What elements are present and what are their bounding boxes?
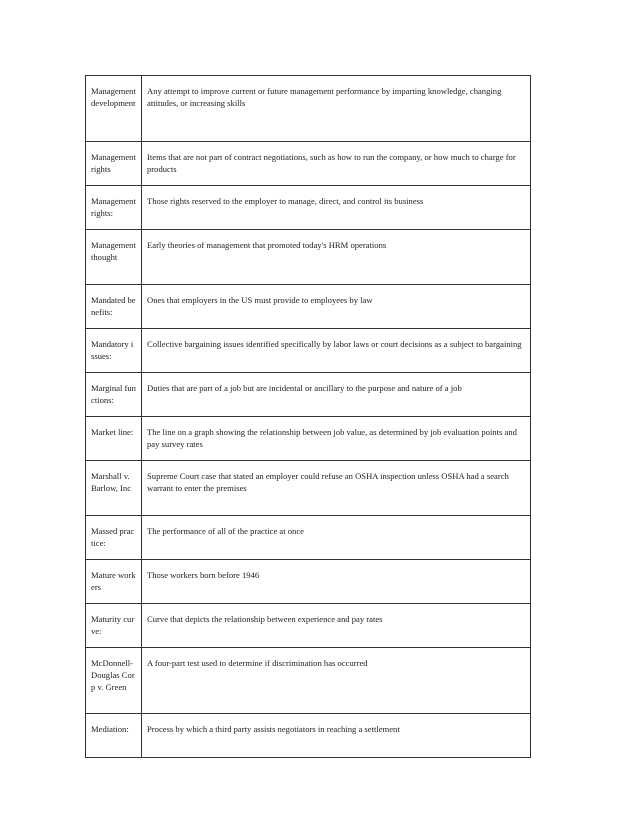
- term-cell: McDonnell-Douglas Corp v. Green: [86, 648, 142, 714]
- definition-cell: Process by which a third party assists negotiators in reaching a settlement: [142, 714, 531, 758]
- glossary-body: [86, 76, 531, 758]
- glossary-row: [86, 329, 531, 373]
- glossary-row: [86, 461, 531, 516]
- term-cell: Mandated benefits:: [86, 285, 142, 329]
- term-cell: Maturity curve:: [86, 604, 142, 648]
- glossary-row: [86, 76, 531, 142]
- definition-cell: Duties that are part of a job but are incidental or ancillary to the purpose and nature of a job: [142, 373, 531, 417]
- definition-cell: The line on a graph showing the relationship between job value, as determined by job evaluation points and pay survey rates: [142, 417, 531, 461]
- glossary-row: [86, 648, 531, 714]
- definition-cell: Collective bargaining issues identified specifically by labor laws or court decisions as a subject to bargaining: [142, 329, 531, 373]
- term-cell: Mature workers: [86, 560, 142, 604]
- term-cell: Management rights: [86, 142, 142, 186]
- glossary-row: [86, 142, 531, 186]
- glossary-row: [86, 714, 531, 758]
- term-cell: Management development: [86, 76, 142, 142]
- term-cell: Management rights:: [86, 186, 142, 230]
- definition-cell: The performance of all of the practice at once: [142, 516, 531, 560]
- definition-cell: Curve that depicts the relationship between experience and pay rates: [142, 604, 531, 648]
- term-cell: Mandatory issues:: [86, 329, 142, 373]
- glossary-row: [86, 230, 531, 285]
- glossary-row: [86, 373, 531, 417]
- term-cell: Mediation:: [86, 714, 142, 758]
- term-cell: Market line:: [86, 417, 142, 461]
- definition-cell: Those workers born before 1946: [142, 560, 531, 604]
- definition-cell: Supreme Court case that stated an employer could refuse an OSHA inspection unless OSHA had a search warrant to enter the premises: [142, 461, 531, 516]
- term-cell: Marginal functions:: [86, 373, 142, 417]
- definition-cell: A four-part test used to determine if discrimination has occurred: [142, 648, 531, 714]
- glossary-row: [86, 285, 531, 329]
- definition-cell: Early theories of management that promoted today's HRM operations: [142, 230, 531, 285]
- term-cell: Massed practice:: [86, 516, 142, 560]
- glossary-row: [86, 186, 531, 230]
- glossary-row: [86, 417, 531, 461]
- glossary-table: [85, 75, 531, 758]
- term-cell: Management thought: [86, 230, 142, 285]
- term-cell: Marshall v. Barlow, Inc: [86, 461, 142, 516]
- glossary-row: [86, 560, 531, 604]
- definition-cell: Any attempt to improve current or future management performance by imparting knowledge, changing attitudes, or increasing skills: [142, 76, 531, 142]
- glossary-row: [86, 604, 531, 648]
- definition-cell: Those rights reserved to the employer to manage, direct, and control its business: [142, 186, 531, 230]
- definition-cell: Items that are not part of contract negotiations, such as how to run the company, or how much to charge for products: [142, 142, 531, 186]
- glossary-row: [86, 516, 531, 560]
- definition-cell: Ones that employers in the US must provide to employees by law: [142, 285, 531, 329]
